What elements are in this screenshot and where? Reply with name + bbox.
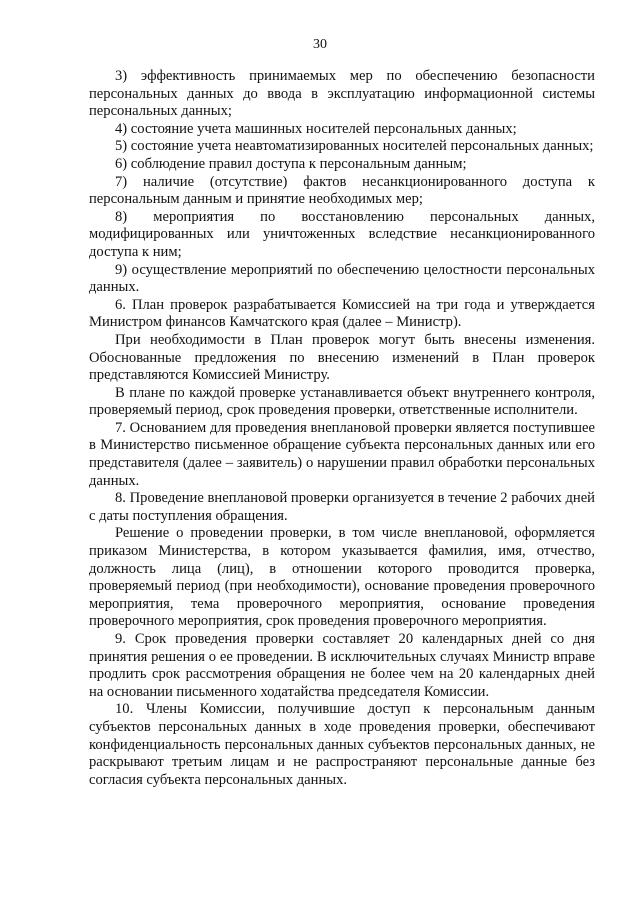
list-item-5: 5) состояние учета неавтоматизированных носителей персональных данных; [115,138,594,155]
plan-contents-paragraph: В плане по каждой проверке устанавливается объект внутреннего контроля, проверяемый период, срок проведения проверки, ответственные исполнители. [89,384,595,419]
list-item-7: 7) наличие (отсутствие) фактов несанкционированного доступа к персональным данным и принятие необходимых мер; [89,173,595,208]
section-6-paragraph: 6. План проверок разрабатывается Комиссией на три года и утверждается Министром финансов Камчатского края (далее – Министр). [89,296,595,331]
section-7-paragraph: 7. Основанием для проведения внеплановой проверки является поступившее в Министерство письменное обращение субъекта персональных данных или его представителя (далее – заявитель) о нарушении правил обработки персональных данных. [89,419,595,489]
document-body [89,68,595,789]
list-item-8: 8) мероприятия по восстановлению персональных данных, модифицированных или уничтоженных вследствие несанкционированного доступа к ним; [89,208,595,260]
list-item-6: 6) соблюдение правил доступа к персональным данным; [115,155,467,172]
section-8-paragraph: 8. Проведение внеплановой проверки организуется в течение 2 рабочих дней с даты поступления обращения. [89,490,595,524]
plan-changes-paragraph: При необходимости в План проверок могут быть внесены изменения. Обоснованные предложения по внесению изменений в План проверок представляются Комиссией Министру. [89,331,595,384]
section-9-paragraph: 9. Срок проведения проверки составляет 20 календарных дней со дня принятия решения о ее проведении. В исключительных случаях Министр вправе продлить срок рассмотрения обращения не более чем на 20 календарных дней на основании письменного ходатайства председателя Комиссии. [89,631,595,700]
decision-order-paragraph: Решение о проведении проверки, в том числе внеплановой, оформляется приказом Министерства, в котором указывается фамилия, имя, отчество, должность лица (лиц), в отношении которого проводится проверка, проверяемый период (при необходимости), основание проведения проверочного мероприятия, тема проверочного мероприятия, основание проведения проверочного мероприятия, срок проведения проверочного мероприятия. [89,525,595,630]
list-item-9: 9) осуществление мероприятий по обеспечению целостности персональных данных. [89,261,595,296]
list-item-4: 4) состояние учета машинных носителей персональных данных; [115,120,517,137]
page-number: 30 [313,37,327,52]
list-item-3: 3) эффективность принимаемых мер по обеспечению безопасности персональных данных до ввода в эксплуатацию информационной системы персональных данных; [89,68,595,120]
section-10-paragraph: 10. Члены Комиссии, получившие доступ к персональным данным субъектов персональных данных в ходе проведения проверки, обеспечивают конфиденциальность персональных данных субъектов персональных данных, не раскрывают третьим лицам и не распространяют персональные данные без согласия субъекта персональных данных. [89,701,595,788]
